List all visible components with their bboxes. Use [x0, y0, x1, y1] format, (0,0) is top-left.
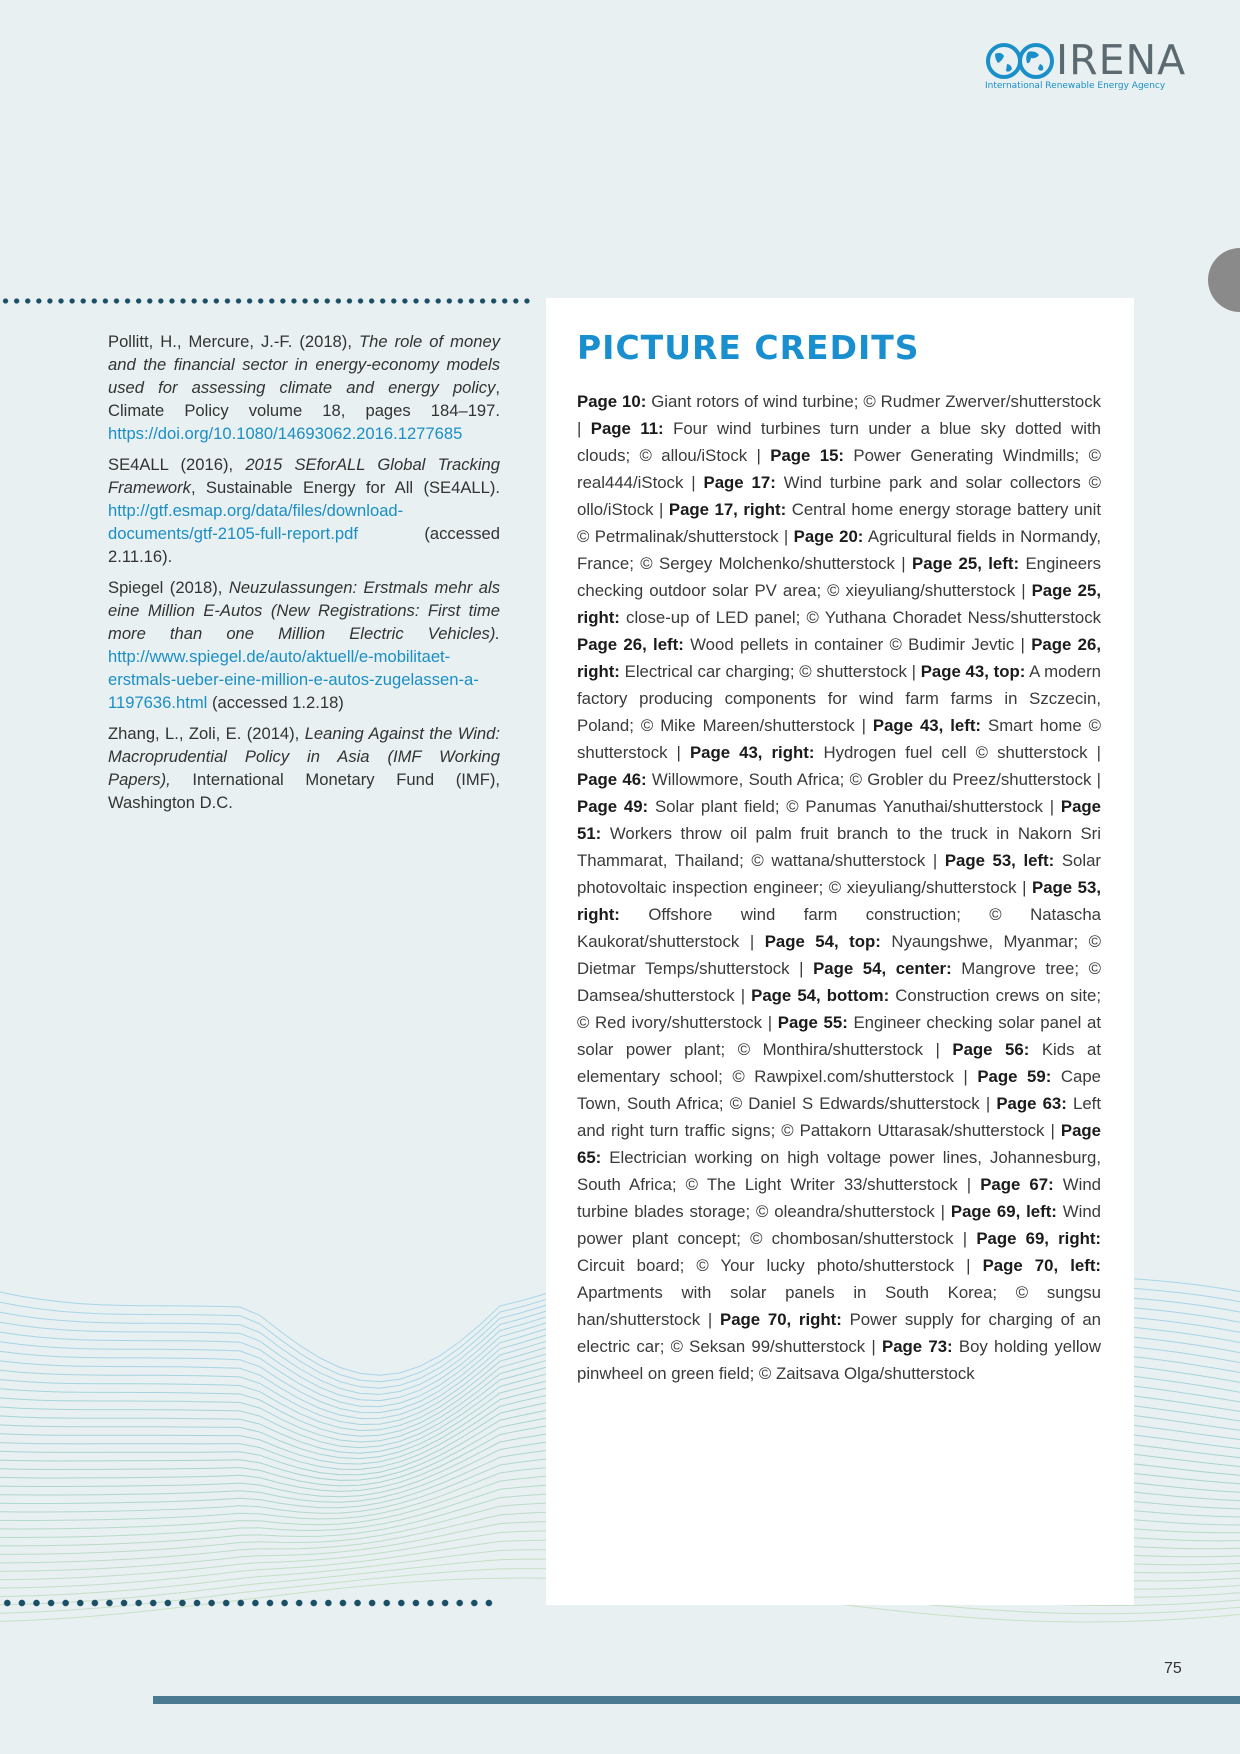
credit-page-label: Page 25, right: — [577, 581, 1101, 627]
credit-page-label: Page 54, top: — [764, 932, 881, 951]
credit-page-label: Page 15: — [770, 446, 845, 465]
credit-page-label: Page 17: — [703, 473, 776, 492]
reference-text: Spiegel (2018), — [108, 578, 229, 597]
credit-description: Cape Town, South Africa; © Daniel S Edwards/shutterstock — [577, 1067, 1101, 1113]
page-number: 75 — [1164, 1660, 1182, 1677]
reference-item — [108, 330, 500, 445]
reference-text: , Climate Policy volume 18, pages 184–197. — [108, 378, 500, 420]
credit-description: Left and right turn traffic signs; © Pattakorn Uttarasak/shutterstock — [577, 1094, 1101, 1140]
credit-page-label: Page 69, left: — [950, 1202, 1057, 1221]
credit-description: Electrician working on high voltage power lines, Johannesburg, South Africa; © The Light Writer 33/shutterstock — [577, 1148, 1101, 1194]
picture-credits-panel — [546, 298, 1134, 1605]
credit-description: Nyaungshwe, Myanmar; © Dietmar Temps/shutterstock — [577, 932, 1101, 978]
credit-page-label: Page 43, top: — [920, 662, 1026, 681]
credit-page-label: Page 43, left: — [872, 716, 982, 735]
irena-logo — [985, 36, 1187, 96]
reference-text: (accessed 1.2.18) — [207, 693, 344, 712]
credit-page-label: Page 49: — [577, 797, 649, 816]
credit-description: Power Generating Windmills; © real444/iStock — [577, 446, 1101, 492]
logo-wordmark: IRENA — [1056, 36, 1187, 84]
credit-description: Engineers checking outdoor solar PV area; © xieyuliang/shutterstock — [577, 554, 1102, 600]
picture-credits-text: Page 10: Giant rotors of wind turbine; © Rudmer Zwerver/shutterstock | Page 11: Four wind turbines turn under a blue sky dotted with clouds; © allou/iStock | Page 15: Power Generating Windmills; © real444/iStock | Page 17: Wind turbine park and solar collectors © ollo/iStock | Page 17, right: Central home energy storage battery unit © Petrmalinak/shutterstock | Page 20: Agricultural fields in Normandy, France; © Sergey Molchenko/shutterstock | Page 25, left: Engineers checking outdoor solar PV area; © xieyuliang/shutterstock | Page 25, right: close-up of LED panel; © Yuthana Choradet Ness/shutterstock Page 26, left: Wood pellets in container © Budimir Jevtic | Page 26, right: Electrical car charging; © shutterstock | Page 43, top: A modern factory producing components for wind farm farms in Szczecin, Poland; © Mike Mareen/shutterstock | Page 43, left: Smart home © shutterstock | Page 43, right: Hydrogen fuel cell © shutterstock | Page 46: Willowmore, South Africa; © Grobler du Preez/shutterstock | Page 49: Solar plant field; © Panumas Yanuthai/shutterstock | Page 51: Workers throw oil palm fruit branch to the truck in Nakorn Sri Thammarat, Thailand; © wattana/shutterstock | Page 53, left: Solar photovoltaic inspection engineer; © xieyuliang/shutterstock | Page 53, right: Offshore wind farm construction; © Natascha Kaukorat/shutterstock | Page 54, top: Nyaungshwe, Myanmar; © Dietmar Temps/shutterstock | Page 54, center: Mangrove tree; © Damsea/shutterstock | Page 54, bottom: Construction crews on site; © Red ivory/shutterstock | Page 55: Engineer checking solar panel at solar power plant; © Monthira/shutterstock | Page 56: Kids at elementary school; © Rawpixel.com/shutterstock | Page 59: Cape Town, South Africa; © Daniel S Edwards/shutterstock | Page 63: Left and right turn traffic signs; © Pattakorn Uttarasak/shutterstock | Page 65: Electrician working on high voltage power lines, Johannesburg, South Africa; © The Light Writer 33/shutterstock | Page 67: Wind turbine blades storage; © oleandra/shutterstock | Page 69, left: Wind power plant concept; © chombosan/shutterstock | Page 69, right: Circuit board; © Your lucky photo/shutterstock | Page 70, left: Apartments with solar panels in South Korea; © sungsu han/shutterstock | Page 70, right: Power supply for charging of an electric car; © Seksan 99/shutterstock | Page 73: Boy holding yellow pinwheel on green field; © Zaitsava Olga/shutterstock — [577, 392, 1102, 1383]
credit-page-label: Page 54, center: — [813, 959, 952, 978]
credit-description: Wood pellets in container © Budimir Jevtic — [690, 635, 1015, 654]
credit-page-label: Page 54, bottom: — [751, 986, 890, 1005]
credit-description: Apartments with solar panels in South Korea; © sungsu han/shutterstock — [577, 1283, 1101, 1329]
globe-logo-icon — [985, 42, 1055, 80]
reference-link[interactable]: http://www.spiegel.de/auto/aktuell/e-mobilitaet-erstmals-ueber-eine-million-e-autos-zugelassen-a-1197636.html — [108, 647, 479, 712]
reference-text: The role of money and the financial sector in energy-economy models used for assessing climate and energy policy — [108, 332, 500, 397]
credit-description: Power supply for charging of an electric car; © Seksan 99/shutterstock — [577, 1310, 1101, 1356]
reference-item — [108, 722, 500, 814]
logo-subtitle: International Renewable Energy Agency — [985, 81, 1166, 91]
credit-description: Willowmore, South Africa; © Grobler du Preez/shutterstock — [651, 770, 1092, 789]
credit-description: Agricultural fields in Normandy, France; © Sergey Molchenko/shutterstock — [577, 527, 1101, 573]
credit-page-label: Page 46: — [577, 770, 647, 789]
credit-page-label: Page 17, right: — [668, 500, 787, 519]
credit-page-label: Page 73: — [882, 1337, 953, 1356]
credit-page-label: Page 43, right: — [689, 743, 815, 762]
reference-text: (accessed 2.11.16). — [108, 524, 500, 566]
dotted-divider-bottom — [0, 1599, 500, 1607]
dotted-divider-top — [0, 298, 532, 304]
credit-description: Hydrogen fuel cell © shutterstock — [823, 743, 1088, 762]
reference-link[interactable]: http://gtf.esmap.org/data/files/download-documents/gtf-2105-full-report.pdf — [108, 501, 404, 543]
reference-text: 2015 SEforALL Global Tracking Framework — [108, 455, 500, 497]
page-tab-marker — [1208, 248, 1240, 312]
credit-page-label: Page 63: — [996, 1094, 1067, 1113]
credit-page-label: Page 65: — [577, 1121, 1101, 1167]
credit-description: Central home energy storage battery unit © Petrmalinak/shutterstock — [577, 500, 1102, 546]
credit-description: Wind power plant concept; © chombosan/shutterstock — [577, 1202, 1102, 1248]
credit-description: Wind turbine park and solar collectors © ollo/iStock — [577, 473, 1102, 519]
credit-page-label: Page 53, left: — [944, 851, 1055, 870]
reference-text: Pollitt, H., Mercure, J.-F. (2018), — [108, 332, 359, 351]
reference-link[interactable]: https://doi.org/10.1080/14693062.2016.1277685 — [108, 424, 463, 443]
reference-text: Neuzulassungen: Erstmals mehr als eine Million E-Autos (New Registrations: First time more than one Million Electric Vehicles). — [108, 578, 500, 643]
credit-page-label: Page 25, left: — [912, 554, 1020, 573]
credit-description: Engineer checking solar panel at solar power plant; © Monthira/shutterstock — [577, 1013, 1101, 1059]
credit-page-label: Page 55: — [777, 1013, 848, 1032]
reference-text: SE4ALL (2016), — [108, 455, 246, 474]
credit-description: Mangrove tree; © Damsea/shutterstock — [577, 959, 1101, 1005]
credit-page-label: Page 70, left: — [982, 1256, 1101, 1275]
credit-description: Workers throw oil palm fruit branch to the truck in Nakorn Sri Thammarat, Thailand; © wattana/shutterstock — [577, 824, 1101, 870]
credit-page-label: Page 26, left: — [577, 635, 684, 654]
reference-list — [108, 330, 500, 822]
reference-item — [108, 576, 500, 714]
credit-description: Solar photovoltaic inspection engineer; © xieyuliang/shutterstock — [577, 851, 1101, 897]
credit-page-label: Page 26, right: — [577, 635, 1101, 681]
reference-text: International Monetary Fund (IMF), Washington D.C. — [108, 770, 500, 812]
credit-page-label: Page 11: — [590, 419, 664, 438]
credit-page-label: Page 51: — [577, 797, 1101, 843]
credit-description: Giant rotors of wind turbine; © Rudmer Zwerver/shutterstock — [651, 392, 1101, 411]
credit-description: Wind turbine blades storage; © oleandra/shutterstock — [577, 1175, 1101, 1221]
credit-description: Offshore wind farm construction; © Natascha Kaukorat/shutterstock — [577, 905, 1101, 951]
credit-description: A modern factory producing components for wind farm farms in Szczecin, Poland; © Mike Mareen/shutterstock — [577, 662, 1101, 735]
credit-description: Boy holding yellow pinwheel on green field; © Zaitsava Olga/shutterstock — [577, 1337, 1102, 1383]
credit-description: Four wind turbines turn under a blue sky dotted with clouds; © allou/iStock — [577, 419, 1102, 465]
reference-text: , Sustainable Energy for All (SE4ALL). — [190, 478, 500, 497]
credit-page-label: Page 53, right: — [577, 878, 1102, 924]
reference-text: Zhang, L., Zoli, E. (2014), — [108, 724, 305, 743]
credit-page-label: Page 67: — [980, 1175, 1054, 1194]
credit-description: Construction crews on site; © Red ivory/shutterstock — [577, 986, 1102, 1032]
reference-item — [108, 453, 500, 568]
credit-page-label: Page 70, right: — [720, 1310, 842, 1329]
credit-page-label: Page 10: — [577, 392, 647, 411]
credit-description: Solar plant field; © Panumas Yanuthai/shutterstock — [654, 797, 1043, 816]
footer-bar — [153, 1696, 1240, 1704]
credit-page-label: Page 59: — [977, 1067, 1052, 1086]
credit-description: Circuit board; © Your lucky photo/shutterstock — [577, 1256, 954, 1275]
credit-page-label: Page 20: — [793, 527, 864, 546]
reference-text: Leaning Against the Wind: Macroprudential Policy in Asia (IMF Working Papers), — [108, 724, 500, 789]
section-title: PICTURE CREDITS — [577, 328, 920, 367]
credit-description: Electrical car charging; © shutterstock — [624, 662, 907, 681]
credit-description: Kids at elementary school; © Rawpixel.com/shutterstock — [577, 1040, 1101, 1086]
credit-page-label: Page 56: — [952, 1040, 1030, 1059]
credit-page-label: Page 69, right: — [976, 1229, 1102, 1248]
credit-description: Smart home © shutterstock — [577, 716, 1102, 762]
credit-description: close-up of LED panel; © Yuthana Choradet Ness/shutterstock — [626, 608, 1102, 627]
